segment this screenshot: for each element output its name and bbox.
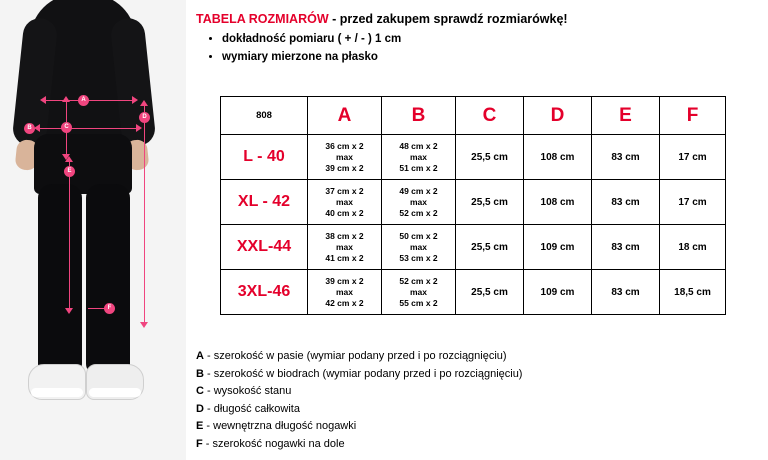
size-table [220, 96, 726, 315]
cell-a: 37 cm x 2 max 40 cm x 2 [308, 180, 382, 225]
model-leg-right [86, 184, 130, 374]
column-header-f: F [660, 97, 726, 135]
legend-text-f: - szerokość nogawki na dole [202, 437, 345, 450]
measure-line-waist [44, 100, 134, 101]
cell-d: 109 cm [524, 225, 592, 270]
cell-a: 39 cm x 2 max 42 cm x 2 [308, 270, 382, 315]
cell-b: 48 cm x 2 max 51 cm x 2 [382, 135, 456, 180]
measure-marker-c: C [61, 122, 72, 133]
legend-text-c: - wysokość stanu [203, 385, 292, 397]
measure-arrow-rise-top [62, 96, 70, 102]
legend-key-b: B [196, 367, 204, 380]
legend-key-a: A [196, 350, 204, 362]
cell-d: 108 cm [524, 180, 592, 225]
legend-row-d [196, 401, 756, 419]
legend-key-f: F [196, 437, 203, 450]
column-header-a: A [308, 97, 382, 135]
column-header-d: D [524, 97, 592, 135]
legend-key-d: D [196, 402, 204, 415]
product-photo [0, 0, 186, 460]
measure-marker-f: F [104, 303, 115, 314]
legend-row-a [196, 348, 756, 366]
measure-line-hips [38, 128, 138, 129]
table-row [221, 270, 726, 315]
measure-arrow-inseam-top [65, 156, 73, 162]
measure-arrow-waist-left [40, 96, 46, 104]
cell-f: 18 cm [660, 225, 726, 270]
cell-e: 83 cm [592, 270, 660, 315]
cell-c: 25,5 cm [456, 135, 524, 180]
list-item: • wymiary mierzone na płasko [222, 48, 401, 66]
measure-line-total-length [144, 104, 145, 326]
notes-list [206, 30, 401, 66]
measure-line-inseam [69, 160, 70, 312]
measure-marker-b: B [24, 123, 35, 134]
legend-text-e: - wewnętrzna długość nogawki [203, 420, 357, 432]
shoe-sole-right [89, 388, 141, 397]
legend-text-b: - szerokość w biodrach (wymiar podany przed i po rozciągnięciu) [203, 367, 523, 380]
cell-b: 49 cm x 2 max 52 cm x 2 [382, 180, 456, 225]
legend-text-d: - długość całkowita [203, 402, 300, 415]
cell-f: 18,5 cm [660, 270, 726, 315]
cell-d: 108 cm [524, 135, 592, 180]
cell-e: 83 cm [592, 225, 660, 270]
model-leg-left [38, 184, 82, 374]
table-row [221, 225, 726, 270]
measure-arrow-waist-right [132, 96, 138, 104]
size-label: 3XL-46 [221, 270, 308, 315]
cell-f: 17 cm [660, 180, 726, 225]
cell-b: 50 cm x 2 max 53 cm x 2 [382, 225, 456, 270]
table-body [221, 135, 726, 315]
legend [196, 348, 756, 453]
cell-a: 38 cm x 2 max 41 cm x 2 [308, 225, 382, 270]
measure-marker-d: D [139, 112, 150, 123]
list-item: • dokładność pomiaru ( + / - ) 1 cm [222, 30, 401, 48]
cell-e: 83 cm [592, 180, 660, 225]
cell-c: 25,5 cm [456, 180, 524, 225]
cell-d: 109 cm [524, 270, 592, 315]
product-code-cell: 808 [221, 97, 308, 135]
legend-key-e: E [196, 420, 204, 432]
content-area [186, 0, 768, 460]
measure-arrow-total-top [140, 100, 148, 106]
legend-row-b [196, 366, 756, 384]
model-shoe-left [28, 364, 86, 400]
column-header-c: C [456, 97, 524, 135]
table-header-row [221, 97, 726, 135]
cell-a: 36 cm x 2 max 39 cm x 2 [308, 135, 382, 180]
page-title-highlight: TABELA ROZMIARÓW [196, 12, 329, 26]
measure-arrow-inseam-bottom [65, 308, 73, 314]
measure-arrow-hips-right [136, 124, 142, 132]
table-row [221, 180, 726, 225]
legend-row-f [196, 436, 756, 454]
legend-key-c: C [196, 385, 204, 397]
shoe-sole-left [31, 388, 83, 397]
size-label: XL - 42 [221, 180, 308, 225]
cell-b: 52 cm x 2 max 55 cm x 2 [382, 270, 456, 315]
column-header-e: E [592, 97, 660, 135]
table-header [221, 97, 726, 135]
model-shoe-right [86, 364, 144, 400]
legend-row-e [196, 418, 756, 436]
measure-marker-e: E [64, 166, 75, 177]
page-title [196, 12, 568, 26]
legend-row-c [196, 383, 756, 401]
cell-c: 25,5 cm [456, 270, 524, 315]
size-label: L - 40 [221, 135, 308, 180]
cell-c: 25,5 cm [456, 225, 524, 270]
column-header-b: B [382, 97, 456, 135]
cell-e: 83 cm [592, 135, 660, 180]
cell-f: 17 cm [660, 135, 726, 180]
size-label: XXL-44 [221, 225, 308, 270]
measure-marker-a: A [78, 95, 89, 106]
measure-arrow-total-bottom [140, 322, 148, 328]
page-title-rest: - przed zakupem sprawdź rozmiarówkę! [328, 12, 568, 26]
table-row [221, 135, 726, 180]
legend-text-a: - szerokość w pasie (wymiar podany przed i po rozciągnięciu) [203, 350, 507, 362]
